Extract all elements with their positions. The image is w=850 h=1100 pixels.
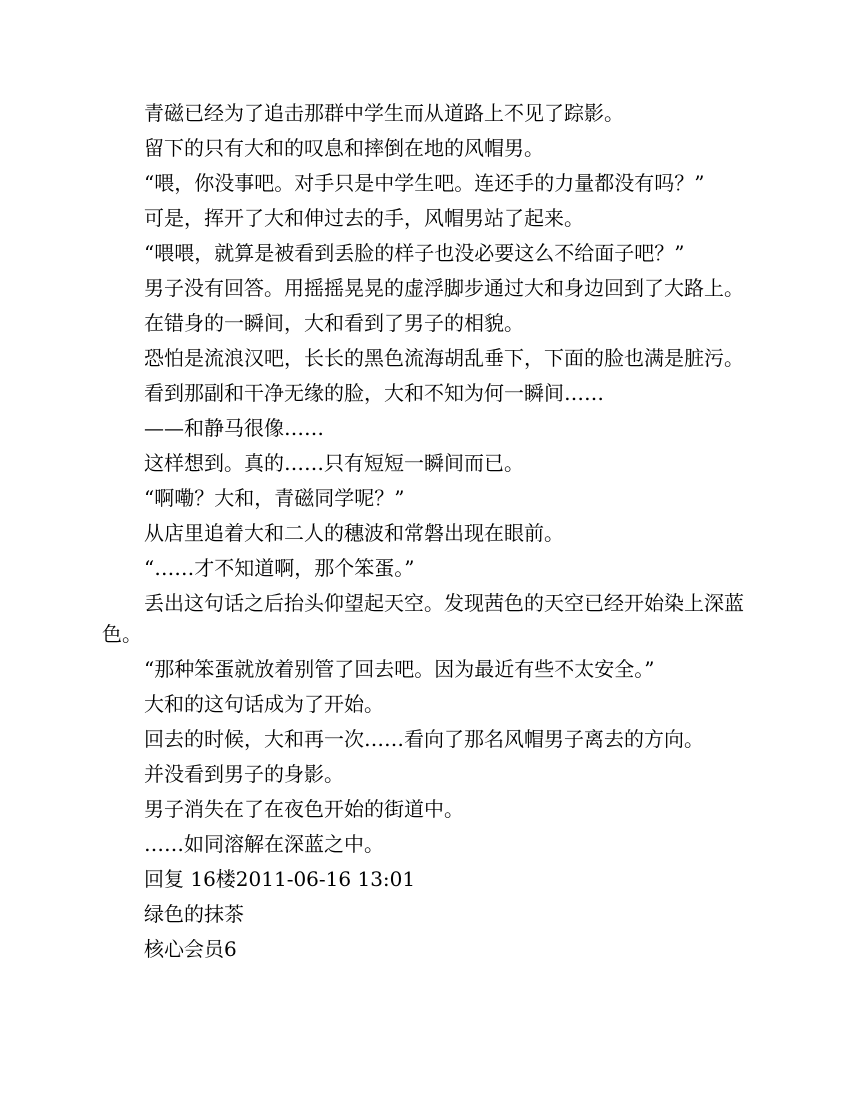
paragraph: 男子没有回答。用摇摇晃晃的虚浮脚步通过大和身边回到了大路上。 [144,276,744,300]
paragraph: “啊嘞？大和，青磁同学呢？” [144,486,405,510]
paragraph: 大和的这句话成为了开始。 [144,692,384,716]
paragraph: 丢出这句话之后抬头仰望起天空。发现茜色的天空已经开始染上深蓝色。 [102,591,744,646]
paragraph: 可是，挥开了大和伸过去的手，风帽男站了起来。 [144,206,584,230]
paragraph: “喂，你没事吧。对手只是中学生吧。连还手的力量都没有吗？” [144,171,705,195]
paragraph: 恐怕是流浪汉吧，长长的黑色流海胡乱垂下，下面的脸也满是脏污。 [144,346,744,370]
paragraph: 看到那副和干净无缘的脸，大和不知为何一瞬间…… [144,381,604,405]
paragraph: ——和静马很像…… [144,416,324,440]
paragraph: “……才不知道啊，那个笨蛋。” [144,556,415,580]
member-level: 核心会员6 [144,937,237,961]
paragraph: ……如同溶解在深蓝之中。 [144,832,384,856]
paragraph: 青磁已经为了追击那群中学生而从道路上不见了踪影。 [144,101,624,125]
paragraph: 并没看到男子的身影。 [144,762,344,786]
paragraph: 从店里追着大和二人的穗波和常磐出现在眼前。 [144,521,564,545]
paragraph: “那种笨蛋就放着别管了回去吧。因为最近有些不太安全。” [144,657,655,681]
author-name: 绿色的抹茶 [144,902,244,926]
paragraph: 在错身的一瞬间，大和看到了男子的相貌。 [144,311,524,335]
paragraph: 这样想到。真的……只有短短一瞬间而已。 [144,451,524,475]
reply-meta: 回复 16楼2011-06-16 13:01 [144,867,416,891]
paragraph: “喂喂，就算是被看到丢脸的样子也没必要这么不给面子吧？” [144,241,685,265]
paragraph: 留下的只有大和的叹息和摔倒在地的风帽男。 [144,136,544,160]
paragraph: 回去的时候，大和再一次……看向了那名风帽男子离去的方向。 [144,727,704,751]
paragraph: 男子消失在了在夜色开始的街道中。 [144,797,464,821]
document-body [102,98,746,969]
